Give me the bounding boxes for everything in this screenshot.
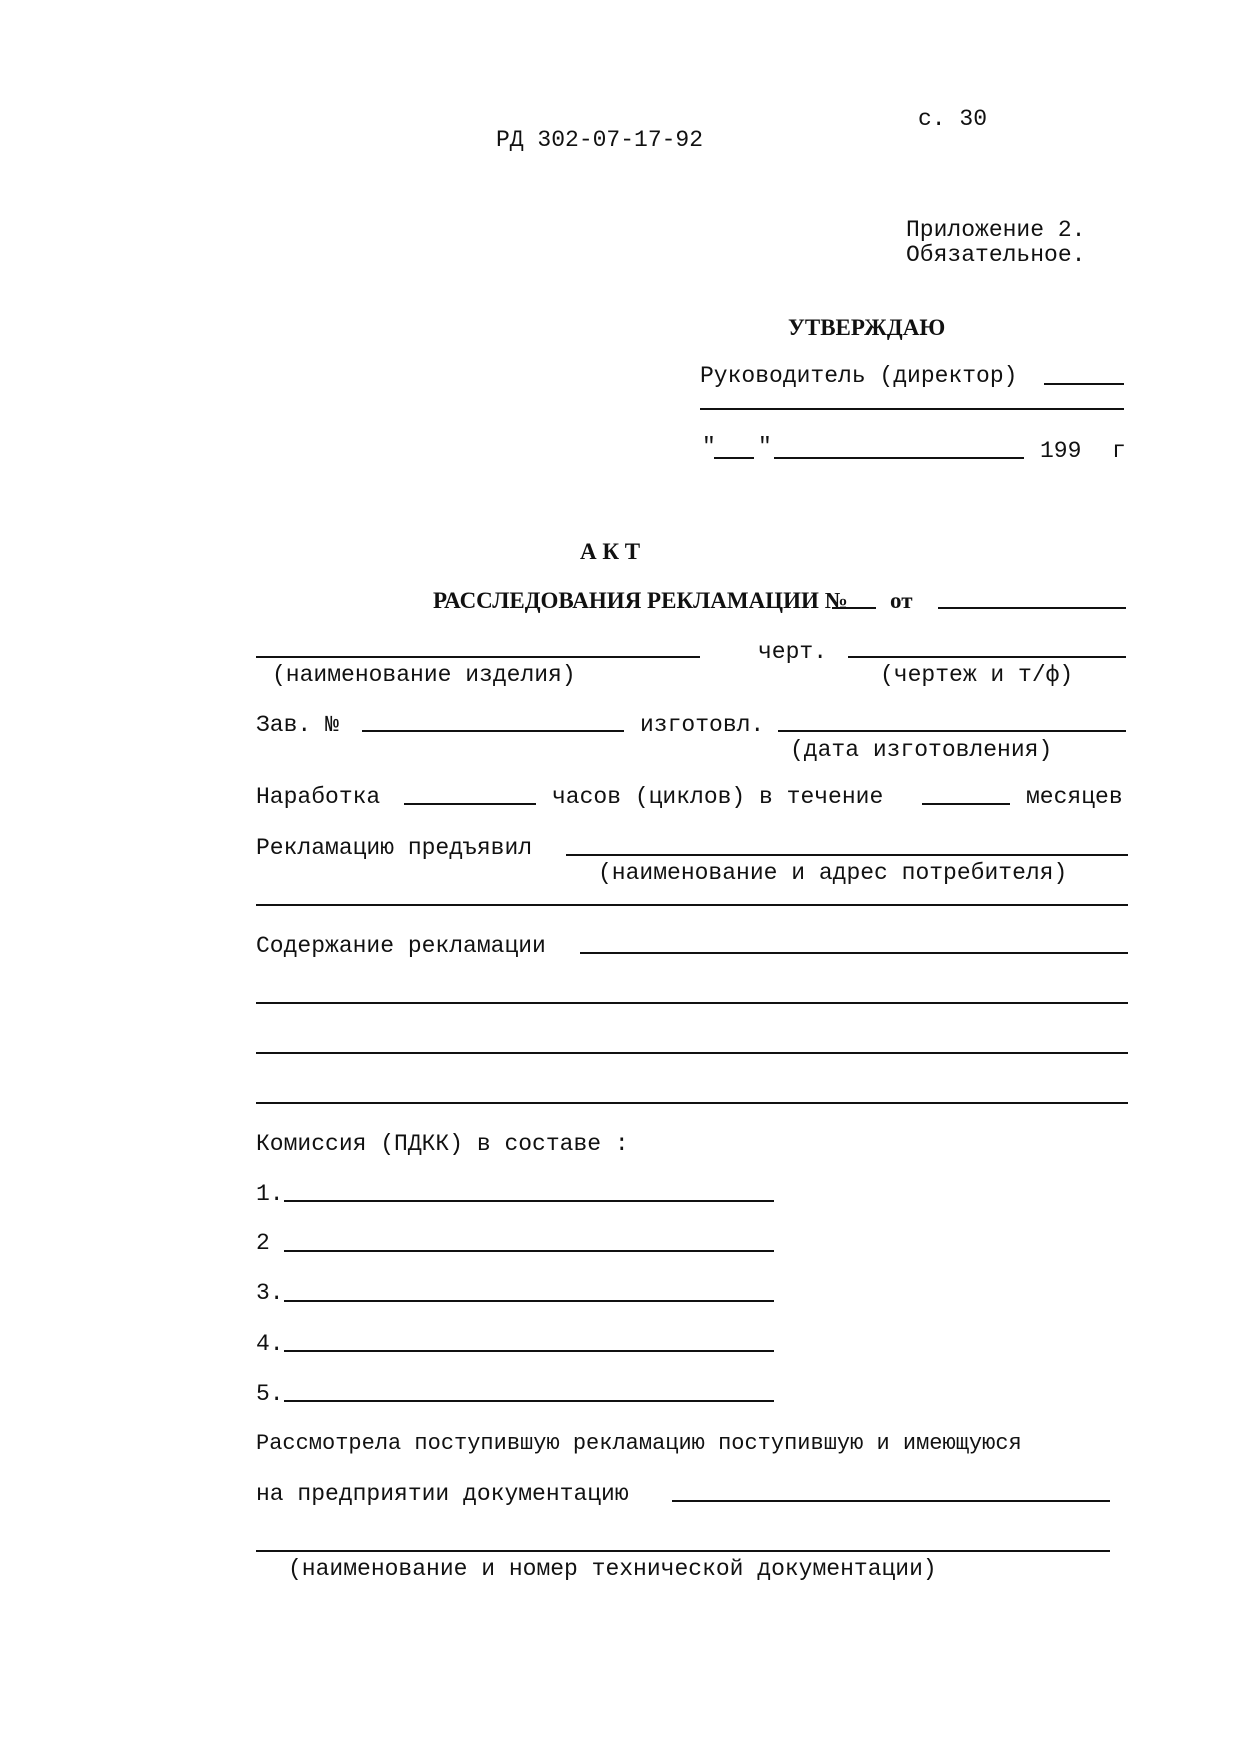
- content-label: Содержание рекламации: [256, 933, 546, 959]
- act-title: А К Т: [580, 539, 641, 564]
- drawing-label: черт.: [758, 639, 828, 665]
- member-line-3[interactable]: [284, 1300, 774, 1302]
- drawing-caption: (чертеж и т/ф): [880, 662, 1074, 688]
- content-line-4[interactable]: [256, 1102, 1128, 1104]
- member-number: 1.: [256, 1181, 284, 1207]
- content-line-1[interactable]: [580, 952, 1128, 954]
- months-line[interactable]: [922, 803, 1010, 805]
- claimant-label: Рекламацию предъявил: [256, 835, 533, 861]
- approval-year-suffix: г: [1112, 438, 1126, 464]
- operating-hours-line[interactable]: [404, 803, 536, 805]
- operating-label: Наработка: [256, 784, 381, 810]
- claim-date-line[interactable]: [938, 607, 1126, 609]
- manufacture-date-line[interactable]: [778, 730, 1126, 732]
- months-label: месяцев: [1026, 784, 1123, 810]
- member-line-4[interactable]: [284, 1350, 774, 1352]
- act-subtitle: РАССЛЕДОВАНИЯ РЕКЛАМАЦИИ №: [433, 588, 848, 613]
- serial-label: Зав. №: [256, 712, 339, 738]
- member-number: 4.: [256, 1331, 284, 1357]
- product-caption: (наименование изделия): [272, 662, 576, 688]
- member-line-5[interactable]: [284, 1400, 774, 1402]
- claimant-line[interactable]: [566, 854, 1128, 856]
- docs-caption: (наименование и номер технической документации): [288, 1556, 937, 1582]
- member-number: 2: [256, 1230, 270, 1256]
- page-number: с. 30: [918, 106, 988, 132]
- quote-close: ": [758, 434, 772, 460]
- serial-number-line[interactable]: [362, 730, 624, 732]
- claim-number-line[interactable]: [832, 607, 876, 609]
- appendix-number: Приложение 2.: [906, 217, 1086, 243]
- docs-line-2[interactable]: [256, 1550, 1110, 1552]
- content-line-2[interactable]: [256, 1002, 1128, 1004]
- member-line-2[interactable]: [284, 1250, 774, 1252]
- head-signature-line[interactable]: [1044, 383, 1124, 385]
- act-from-label: от: [890, 588, 913, 613]
- manufactured-label: изготовл.: [640, 712, 765, 738]
- member-line-1[interactable]: [284, 1200, 774, 1202]
- head-label: Руководитель (директор): [700, 363, 1018, 389]
- reviewed-text: Рассмотрела поступившую рекламацию поступившую и имеющуюся: [256, 1431, 1022, 1456]
- hours-label: часов (циклов) в течение: [552, 784, 884, 810]
- head-name-line[interactable]: [700, 408, 1124, 410]
- document-code: РД 302-07-17-92: [496, 127, 704, 153]
- content-line-3[interactable]: [256, 1052, 1128, 1054]
- docs-line-1[interactable]: [672, 1500, 1110, 1502]
- approval-day-line[interactable]: [714, 457, 754, 459]
- commission-label: Комиссия (ПДКК) в составе :: [256, 1131, 629, 1157]
- claimant-extra-line[interactable]: [256, 904, 1128, 906]
- claimant-caption: (наименование и адрес потребителя): [598, 860, 1068, 886]
- member-number: 3.: [256, 1280, 284, 1306]
- docs-label: на предприятии документацию: [256, 1481, 629, 1507]
- member-number: 5.: [256, 1381, 284, 1407]
- appendix-status: Обязательное.: [906, 242, 1086, 268]
- approval-year: 199: [1040, 438, 1082, 464]
- approve-heading: УТВЕРЖДАЮ: [788, 315, 946, 340]
- manufacture-date-caption: (дата изготовления): [790, 737, 1053, 763]
- quote-open: ": [702, 434, 716, 460]
- product-name-line[interactable]: [256, 656, 700, 658]
- drawing-line[interactable]: [848, 656, 1126, 658]
- approval-month-line[interactable]: [774, 457, 1024, 459]
